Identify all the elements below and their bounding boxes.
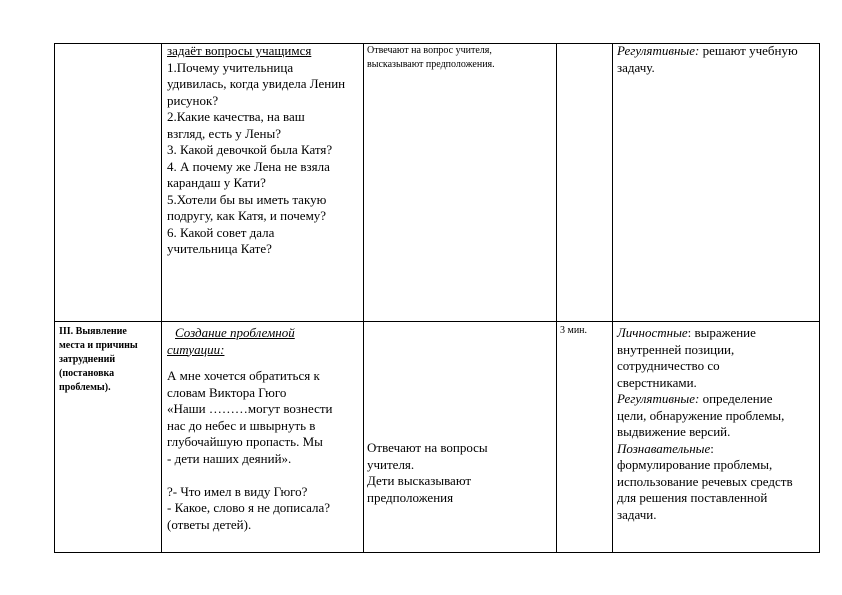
stage-line: места и причины <box>59 340 138 351</box>
uud-regulatory-text: задачу. <box>617 59 655 75</box>
question-line: 2.Какие качества, на ваш <box>167 109 305 124</box>
uud-regulatory-text: решают учебную <box>699 43 798 58</box>
table-left-border <box>54 43 55 553</box>
time-cell <box>560 324 610 338</box>
uud-regulatory-label: Регулятивные: <box>617 391 700 406</box>
uud-cognitive-label: Познавательные <box>617 440 711 456</box>
question-line: учительница Кате? <box>167 241 272 256</box>
column-divider <box>556 43 557 553</box>
teacher-line: глубочайшую пропасть. Мы <box>167 434 323 449</box>
question-line: подругу, как Катя, и почему? <box>167 208 327 223</box>
uud-personal-text: сверстниками. <box>617 374 697 390</box>
row1-uud-cell <box>617 43 817 76</box>
teacher-line: А мне хочется обратиться к <box>167 368 320 383</box>
uud-cognitive-text: использование речевых средств <box>617 473 793 489</box>
uud-regulatory-text: выдвижение версий. <box>617 424 731 439</box>
uud-regulatory-text: определение <box>699 391 773 406</box>
students-line: предположения <box>367 489 454 505</box>
row2-students-cell <box>367 440 553 506</box>
students-line: учителя. <box>367 456 415 472</box>
uud-cognitive-text: : <box>710 440 714 456</box>
teacher-line: нас до небес и швырнуть в <box>167 417 316 433</box>
lesson-table <box>54 43 820 553</box>
question-line: 6. Какой совет дала <box>167 224 275 240</box>
students-line: Дети высказывают <box>367 473 472 488</box>
teacher-line: (ответы детей). <box>167 516 252 532</box>
stage-cell <box>59 325 159 395</box>
row-divider <box>54 321 820 322</box>
uud-cognitive-text: для решения поставленной <box>617 490 768 505</box>
uud-personal-text: : выражение <box>687 325 756 340</box>
teacher-line: ?- Что имел в виду Гюго? <box>167 483 308 499</box>
question-line: рисунок? <box>167 92 219 108</box>
teacher-line: «Наши ………могут вознести <box>167 401 333 416</box>
teacher-line: словам Виктора Гюго <box>167 384 287 400</box>
students-line: высказывают предположения. <box>367 59 495 70</box>
question-line: 3. Какой девочкой была Катя? <box>167 142 333 157</box>
students-line: Отвечают на вопросы <box>367 440 488 455</box>
stage-line: III. Выявление <box>59 326 127 337</box>
stage-line: затруднений <box>59 354 116 365</box>
row1-teacher-cell <box>167 43 361 258</box>
question-line: удивилась, когда увидела Ленин <box>167 76 346 91</box>
uud-regulatory-text: цели, обнаружение проблемы, <box>617 407 785 423</box>
row1-students-cell <box>367 44 553 72</box>
table-bottom-border <box>54 552 820 553</box>
question-line: 4. А почему же Лена не взяла <box>167 158 330 174</box>
uud-cognitive-text: формулирование проблемы, <box>617 457 773 472</box>
uud-regulatory-label: Регулятивные: <box>617 43 700 58</box>
question-line: взгляд, есть у Лены? <box>167 125 281 141</box>
stage-line: проблемы). <box>59 382 111 393</box>
column-divider <box>612 43 613 553</box>
problem-heading: Создание проблемной <box>175 325 295 340</box>
uud-personal-text: внутренней позиции, <box>617 341 735 357</box>
row2-teacher-cell <box>167 325 361 533</box>
row2-uud-cell <box>617 325 817 523</box>
uud-personal-label: Личностные <box>617 325 688 340</box>
time-value: 3 мин. <box>560 325 588 336</box>
uud-personal-text: сотрудничество со <box>617 358 720 373</box>
question-line: 5.Хотели бы вы иметь такую <box>167 191 327 207</box>
stage-line: (постановка <box>59 368 115 379</box>
teacher-line: - дети наших деяний». <box>167 450 292 466</box>
students-line: Отвечают на вопрос учителя, <box>367 45 492 56</box>
problem-heading: ситуации: <box>167 341 225 357</box>
table-right-border <box>819 43 820 553</box>
column-divider <box>363 43 364 553</box>
question-line: 1.Почему учительница <box>167 59 294 75</box>
teacher-heading: задаёт вопросы учащимся <box>167 43 312 58</box>
teacher-line <box>167 467 361 484</box>
uud-cognitive-text: задачи. <box>617 506 657 522</box>
question-line: карандаш у Кати? <box>167 175 266 190</box>
column-divider <box>161 43 162 553</box>
teacher-line: - Какое, слово я не дописала? <box>167 500 331 515</box>
